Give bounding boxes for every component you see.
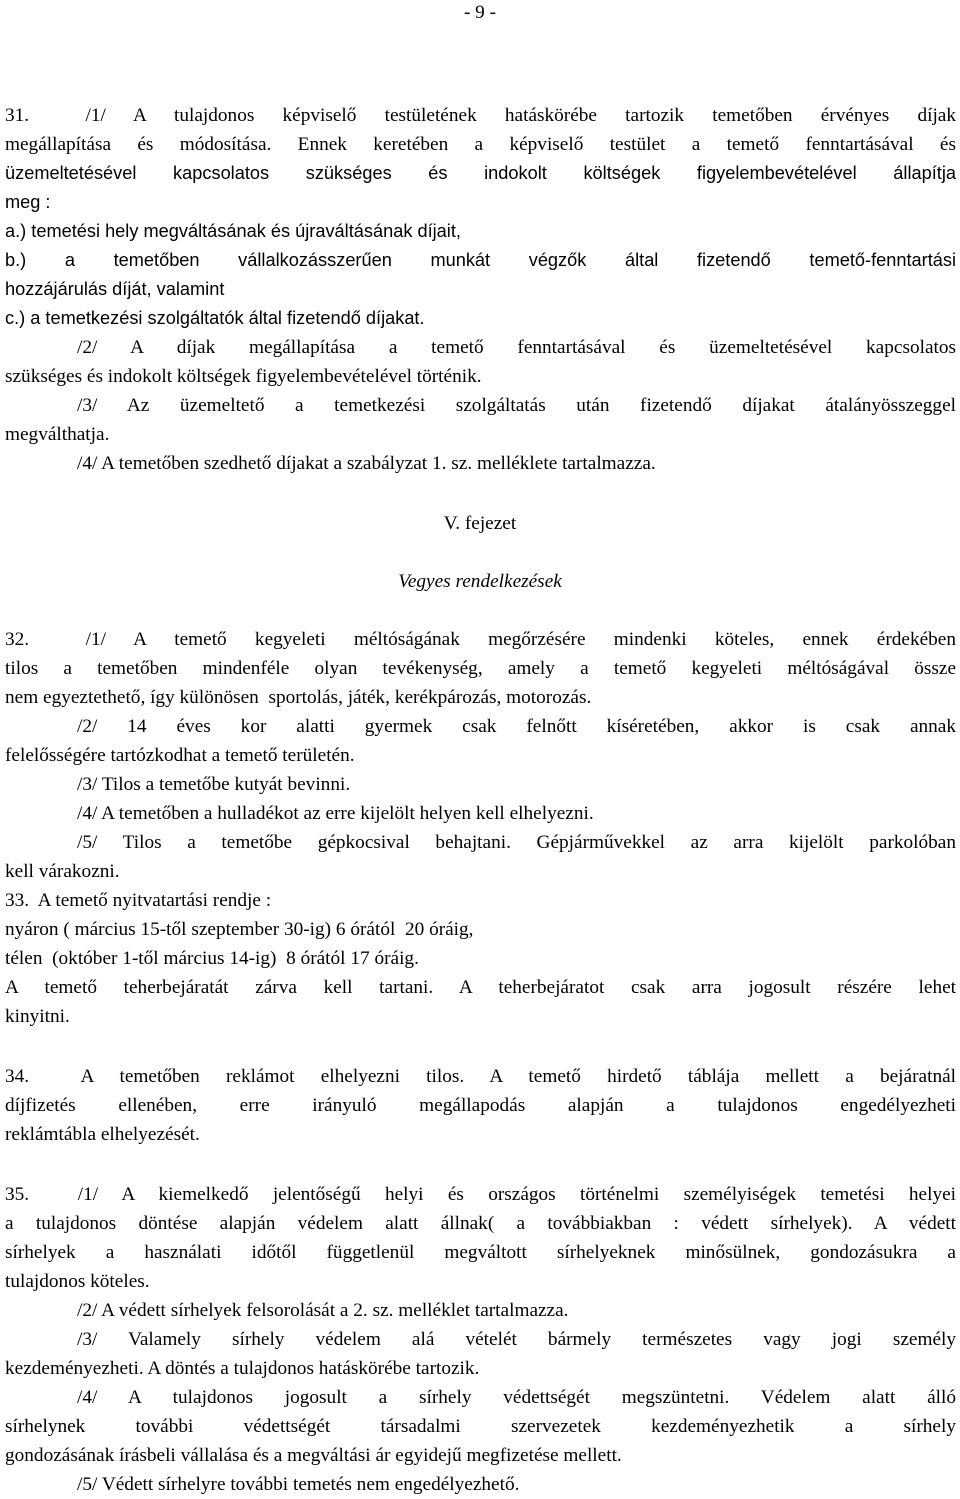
text-line: /3/ Tilos a temetőbe kutyát bevinni. <box>77 774 351 795</box>
text-line: kell várakozni. <box>5 861 120 882</box>
text-line: /4/ A temetőben szedhető díjakat a szabályzat 1. sz. melléklete tartalmazza. <box>77 453 656 474</box>
chapter-heading: V. fejezet <box>443 513 517 534</box>
text-line: nyáron ( március 15-től szeptember 30-ig) 6 órától 20 óráig, <box>5 919 474 940</box>
text-line: b.) a temetőben vállalkozásszerűen munkát végzők által fizetendő temető-fenntartási <box>5 250 956 270</box>
text-line: 34. A temetőben reklámot elhelyezni tilos. A temető hirdető táblája mellett a bejáratnál <box>5 1066 956 1087</box>
text-line: felelősségére tartózkodhat a temető területén. <box>5 745 355 766</box>
text-line: sírhelynek további védettségét társadalmi szervezetek kezdeményezhetik a sírhely <box>5 1416 956 1437</box>
text-line: 31. /1/ A tulajdonos képviselő testületének hatáskörébe tartozik temetőben érvényes díjak <box>5 105 956 126</box>
text-line: reklámtábla elhelyezését. <box>5 1124 200 1145</box>
text-line: télen (október 1-től március 14-ig) 8 órától 17 óráig. <box>5 948 419 969</box>
text-line: 33. A temető nyitvatartási rendje : <box>5 890 272 911</box>
text-line: A temető teherbejáratát zárva kell tartani. A teherbejáratot csak arra jogosult részére lehet <box>5 977 956 998</box>
text-line: megválthatja. <box>5 424 110 445</box>
text-line: /2/ 14 éves kor alatti gyermek csak felnőtt kíséretében, akkor is csak annak <box>77 716 956 737</box>
text-line: díjfizetés ellenében, erre irányuló megállapodás alapján a tulajdonos engedélyezheti <box>5 1095 956 1116</box>
text-line: /4/ A temetőben a hulladékot az erre kijelölt helyen kell elhelyezni. <box>77 803 594 824</box>
text-line: /2/ A díjak megállapítása a temető fenntartásával és üzemeltetésével kapcsolatos <box>77 337 956 358</box>
text-line: 32. /1/ A temető kegyeleti méltóságának megőrzésére mindenki köteles, ennek érdekében <box>5 629 956 650</box>
text-line: /5/ Védett sírhelyre további temetés nem engedélyezhető. <box>77 1474 520 1495</box>
text-line: a.) temetési hely megváltásának és újraváltásának díjait, <box>5 221 461 241</box>
text-line: /3/ Az üzemeltető a temetkezési szolgáltatás után fizetendő díjakat átalányösszeggel <box>77 395 956 416</box>
text-line: nem egyeztethető, így különösen sportolás, játék, kerékpározás, motorozás. <box>5 687 592 708</box>
text-line: meg : <box>5 192 51 212</box>
text-line: tulajdonos köteles. <box>5 1271 150 1292</box>
chapter-subtitle: Vegyes rendelkezések <box>398 571 562 592</box>
text-line: a tulajdonos döntése alapján védelem alatt állnak( a továbbiakban : védett sírhelyek). A védett <box>5 1213 956 1234</box>
text-line: sírhelyek a használati időtől függetlenül megváltott sírhelyeknek minősülnek, gondozásukra a <box>5 1242 956 1263</box>
text-line: hozzájárulás díját, valamint <box>5 279 225 299</box>
text-line: /3/ Valamely sírhely védelem alá vételét bármely természetes vagy jogi személy <box>77 1329 956 1350</box>
text-line: 35. /1/ A kiemelkedő jelentőségű helyi és országos történelmi személyiségek temetési helyei <box>5 1184 956 1205</box>
text-line: kinyitni. <box>5 1006 70 1027</box>
text-line: gondozásának írásbeli vállalása és a megváltási ár egyidejű megfizetése mellett. <box>5 1445 622 1466</box>
text-line: c.) a temetkezési szolgáltatók által fizetendő díjakat. <box>5 308 425 328</box>
text-line: /4/ A tulajdonos jogosult a sírhely védettségét megszüntetni. Védelem alatt álló <box>77 1387 956 1408</box>
text-line: tilos a temetőben mindenféle olyan tevékenység, amely a temető kegyeleti méltóságával össze <box>5 658 956 679</box>
text-line: megállapítása és módosítása. Ennek keretében a képviselő testület a temető fenntartásával és <box>5 134 956 155</box>
text-line: kezdeményezheti. A döntés a tulajdonos hatáskörébe tartozik. <box>5 1358 480 1379</box>
text-line: szükséges és indokolt költségek figyelembevételével történik. <box>5 366 482 387</box>
page-number: - 9 - <box>463 2 497 23</box>
text-line: /2/ A védett sírhelyek felsorolását a 2. sz. melléklet tartalmazza. <box>77 1300 569 1321</box>
text-line: /5/ Tilos a temetőbe gépkocsival behajtani. Gépjárművekkel az arra kijelölt parkolóban <box>77 832 956 853</box>
text-line: üzemeltetésével kapcsolatos szükséges és indokolt költségek figyelembevételével állapítja <box>5 163 956 183</box>
